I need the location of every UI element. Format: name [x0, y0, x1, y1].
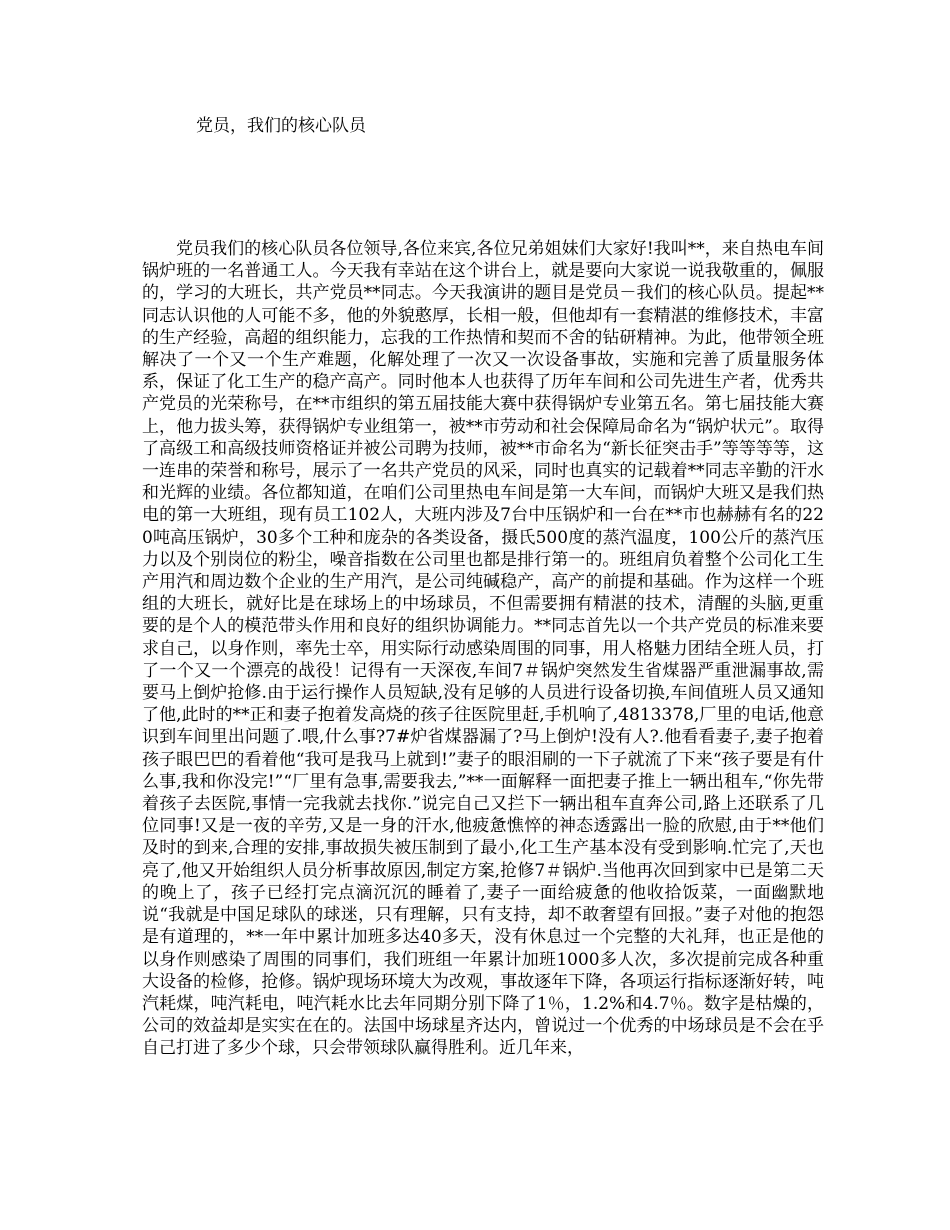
body-paragraph: 党员我们的核心队员各位领导,各位来宾,各位兄弟姐妹们大家好!我叫**，来自热电车间锅炉班的一名普通工人。今天我有幸站在这个讲台上，就是要向大家说一说我敬重的，佩服的，学习的大班长，共产党员**同志。今天我演讲的题目是党员－我们的核心队员。提起**同志认识他的人可能不多，他的外貌憨厚，长相一般，但他却有一套精湛的维修技术，丰富的生产经验，高超的组织能力，忘我的工作热情和契而不舍的钻研精神。为此，他带领全班解决了一个又一个生产难题，化解处理了一次又一次设备事故，实施和完善了质量服务体系，保证了化工生产的稳产高产。同时他本人也获得了历年车间和公司先进生产者，优秀共产党员的光荣称号，在**市组织的第五届技能大赛中获得锅炉专业第五名。第七届技能大赛上，他力拔头筹，获得锅炉专业组第一，被**市劳动和社会保障局命名为“锅炉状元”。取得了高级工和高级技师资格证并被公司聘为技师，被**市命名为“新长征突击手”等等等等，这一连串的荣誉和称号，展示了一名共产党员的风采，同时也真实的记载着**同志辛勤的汗水和光辉的业绩。各位都知道，在咱们公司里热电车间是第一大车间，而锅炉大班又是我们热电的第一大班组，现有员工102人，大班内涉及7台中压锅炉和一台在**市也赫赫有名的220吨高压锅炉，30多个工种和庞杂的各类设备，摄氏500度的蒸汽温度，100公斤的蒸汽压力以及个别岗位的粉尘，噪音指数在公司里也都是排行第一的。班组肩负着整个公司化工生产用汽和周边数个企业的生产用汽，是公司纯碱稳产，高产的前提和基础。作为这样一个班组的大班长，就好比是在球场上的中场球员，不但需要拥有精湛的技术，清醒的头脑,更重要的是个人的模范带头作用和良好的组织协调能力。**同志首先以一个共产党员的标准来要求自己，以身作则，率先士卒，用实际行动感染周围的同事，用人格魅力团结全班人员，打了一个又一个漂亮的战役！记得有一天深夜,车间7＃锅炉突然发生省煤器严重泄漏事故,需要马上倒炉抢修.由于运行操作人员短缺,没有足够的人员进行设备切换,车间值班人员又通知了他,此时的**正和妻子抱着发高烧的孩子往医院里赶,手机响了,4813378,厂里的电话,他意识到车间里出问题了.喂,什么事?7#炉省煤器漏了?马上倒炉!没有人?.他看看妻子,妻子抱着孩子眼巴巴的看着他“我可是我马上就到!”妻子的眼泪刷的一下子就流了下来“孩子要是有什么事,我和你没完!”“厂里有急事,需要我去,”**一面解释一面把妻子推上一辆出租车,“你先带着孩子去医院,事情一完我就去找你.”说完自己又拦下一辆出租车直奔公司,路上还联系了几位同事!又是一夜的辛劳,又是一身的汗水,他疲惫憔悴的神态透露出一脸的欣慰,由于**他们及时的到来,合理的安排,事故损失被压制到了最小,化工生产基本没有受到影响.忙完了,天也亮了,他又开始组织人员分析事故原因,制定方案,抢修7＃锅炉.当他再次回到家中已是第二天的晚上了，孩子已经打完点滴沉沉的睡着了,妻子一面给疲惫的他收拾饭菜，一面幽默地说“我就是中国足球队的球迷，只有理解，只有支持，却不敢奢望有回报。”妻子对他的抱怨是有道理的，**一年中累计加班多达40多天，没有休息过一个完整的大礼拜，也正是他的以身作则感染了周围的同事们，我们班组一年累计加班1000多人次，多次提前完成各种重大设备的检修，抢修。锅炉现场环境大为改观，事故逐年下降，各项运行指标逐渐好转，吨汽耗煤，吨汽耗电，吨汽耗水比去年同期分别下降了1％，1.2%和4.7％。数字是枯燥的，公司的效益却是实实在在的。法国中场球星齐达内，曾说过一个优秀的中场球员是不会在乎自己打进了多少个球，只会带领球队赢得胜利。近几年来，: [142, 239, 824, 1059]
document-body: [142, 238, 824, 1060]
document-title: 党员，我们的核心队员: [196, 116, 366, 136]
